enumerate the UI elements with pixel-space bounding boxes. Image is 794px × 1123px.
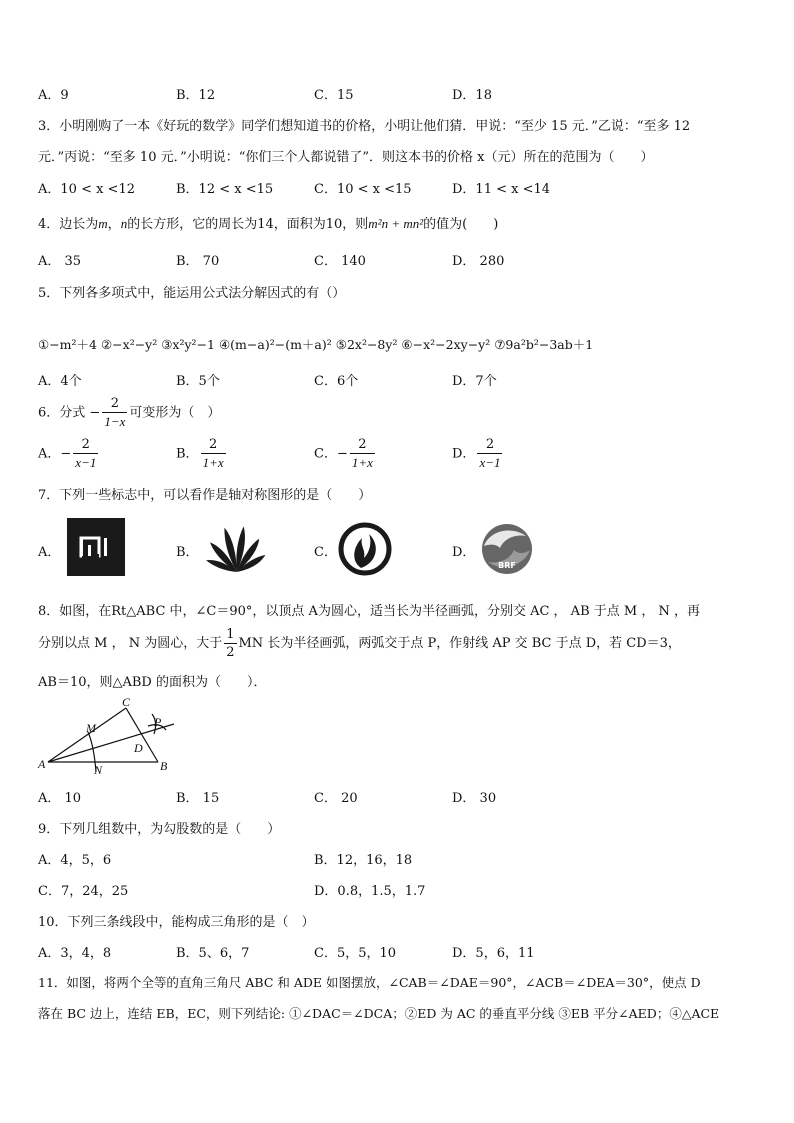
q8-half-fraction: $\frac{1}{2}$	[226, 627, 235, 660]
q4-stem: 4．边长为m，n的长方形，它的周长为14，面积为10，则m²n + mn²的值为( )	[38, 216, 499, 232]
q7-option-c-label[interactable]: C．	[314, 545, 337, 560]
huawei-logo[interactable]	[202, 520, 272, 578]
q5-option-d[interactable]: D．7个	[452, 374, 497, 389]
q4-option-d[interactable]: D． 280	[452, 254, 505, 269]
q6-post: 可变形为（ ）	[129, 405, 221, 421]
q4-var-n: n	[120, 216, 128, 231]
q8-option-a[interactable]: A． 10	[38, 791, 82, 806]
svg-text:BRF: BRF	[498, 561, 516, 570]
q5-option-a[interactable]: A．4个	[38, 374, 82, 389]
q9-option-d[interactable]: D．0.8，1.5，1.7	[314, 884, 426, 899]
q10-option-a[interactable]: A．3，4，8	[38, 946, 112, 961]
q3-line2: 元．”丙说：“至多 10 元．”小明说：“你们三个人都说错了”．则这本书的价格 x（元）所在的范围为（ ）	[38, 150, 654, 165]
q7-option-a-label[interactable]: A．	[38, 545, 61, 560]
q6-denominator: 1−x	[104, 414, 126, 429]
q6-fraction	[102, 396, 127, 430]
q8-label-p: P	[154, 715, 162, 729]
q4-option-a[interactable]: A． 35	[38, 254, 82, 269]
q8-side-ac	[48, 708, 126, 762]
q4-var-m: m	[98, 216, 108, 231]
q5-items: ①−m²＋4 ②−x²−y² ③x²y²−1 ④(m−a)²−(m＋a)² ⑤2x²−8y² ⑥−x²−2xy−y² ⑦9a²b²−3ab＋1	[38, 337, 594, 352]
q5-stem: 5．下列各多项式中，能运用公式法分解因式的有（）	[38, 286, 346, 301]
q9-option-b[interactable]: B．12，16，18	[314, 853, 413, 868]
q5-option-c[interactable]: C．6个	[314, 374, 359, 389]
q11-line1: 11．如图，将两个全等的直角三角尺 ABC 和 ADE 如图摆放，∠CAB＝∠DAE＝90°，∠ACB＝∠DEA＝30°，使点 D	[38, 975, 701, 990]
q2-option-d[interactable]: D．18	[452, 88, 492, 103]
q8-label-a: A	[38, 757, 46, 771]
q4-text-b: 的长方形，它的周长为14，面积为10，则	[127, 217, 369, 232]
xiaomi-logo-icon	[67, 518, 125, 576]
q2-option-b[interactable]: B．12	[176, 88, 216, 103]
q4-text-c: 的值为( )	[423, 217, 499, 232]
q2-option-a[interactable]: A．9	[38, 88, 69, 103]
q2-option-c[interactable]: C．15	[314, 88, 354, 103]
q8-line3: AB＝10，则△ABD 的面积为（ ）．	[38, 675, 267, 690]
q8-label-c: C	[122, 696, 131, 709]
q3-option-c[interactable]: C．10 < x <15	[314, 182, 412, 197]
q7-option-d-label[interactable]: D．	[452, 545, 476, 560]
q3-line1: 3．小明刚购了一本《好玩的数学》同学们想知道书的价格，小明让他们猜．甲说：“至少 15 元．”乙说：“至多 12	[38, 119, 691, 134]
q6-pre: 6．分式	[38, 405, 86, 421]
q8-label-n: N	[94, 763, 103, 777]
q11-line2: 落在 BC 边上，连结 EB，EC，则下列结论: ①∠DAC＝∠DCA；②ED 为 AC 的垂直平分线 ③EB 平分∠AED；④△ACE	[38, 1006, 720, 1021]
q4-option-b[interactable]: B． 70	[176, 254, 220, 269]
q6-option-c[interactable]: C．− $\frac{2}{1+x}$	[314, 437, 373, 470]
flame-circle-logo[interactable]	[336, 520, 394, 578]
q6-option-b[interactable]: B． $\frac{2}{1+x}$	[176, 437, 224, 470]
q10-option-c[interactable]: C．5，5，10	[314, 946, 397, 961]
q8-label-b: B	[160, 759, 168, 773]
q10-option-d[interactable]: D．5，6，11	[452, 946, 535, 961]
q6-option-d[interactable]: D． $\frac{2}{x-1}$	[452, 437, 501, 470]
q6-numerator: 2	[110, 396, 119, 411]
q8-option-b[interactable]: B． 15	[176, 791, 220, 806]
q8-option-d[interactable]: D． 30	[452, 791, 497, 806]
q3-option-a[interactable]: A．10 < x <12	[38, 182, 135, 197]
flame-circle-icon	[336, 520, 394, 578]
q6-stem	[38, 396, 220, 430]
q4-text-a: 4．边长为	[38, 217, 99, 232]
q8-line1: 8．如图，在Rt△ABC 中，∠C＝90°，以顶点 A为圆心，适当长为半径画弧，分别交 AC ， AB 于点 M ， N ，再	[38, 604, 700, 619]
q10-option-b[interactable]: B．5、6，7	[176, 946, 250, 961]
q4-expression: m²n + mn²	[368, 216, 424, 231]
q8-line2: 分别以点 M ， N 为圆心，大于 $\frac{1}{2}$ MN 长为半径画弧，两弧交于点 P，作射线 AP 交 BC 于点 D，若 CD＝3，	[38, 627, 681, 660]
q8-figure	[36, 696, 186, 778]
q8-label-d: D	[134, 741, 143, 755]
q8-label-m: M	[86, 721, 96, 735]
q5-option-b[interactable]: B．5个	[176, 374, 220, 389]
brf-logo[interactable]	[478, 520, 536, 578]
q3-option-b[interactable]: B．12 < x <15	[176, 182, 274, 197]
brf-swirl-icon	[478, 520, 536, 578]
huawei-petal-icon	[202, 520, 272, 578]
q6-minus: −	[89, 405, 101, 421]
q10-stem: 10．下列三条线段中，能构成三角形的是（ ）	[38, 915, 315, 930]
q6-option-a[interactable]: A．− $\frac{2}{x-1}$	[38, 437, 97, 470]
q4-option-c[interactable]: C． 140	[314, 254, 366, 269]
q8-option-c[interactable]: C． 20	[314, 791, 358, 806]
q7-stem: 7．下列一些标志中，可以看作是轴对称图形的是（ ）	[38, 488, 372, 503]
q3-option-d[interactable]: D．11 < x <14	[452, 182, 551, 197]
xiaomi-logo[interactable]	[67, 518, 125, 576]
q9-option-a[interactable]: A．4，5，6	[38, 853, 112, 868]
q9-stem: 9．下列几组数中，为勾股数的是（ ）	[38, 822, 281, 837]
q7-option-b-label[interactable]: B．	[176, 545, 199, 560]
q9-option-c[interactable]: C．7，24，25	[38, 884, 129, 899]
